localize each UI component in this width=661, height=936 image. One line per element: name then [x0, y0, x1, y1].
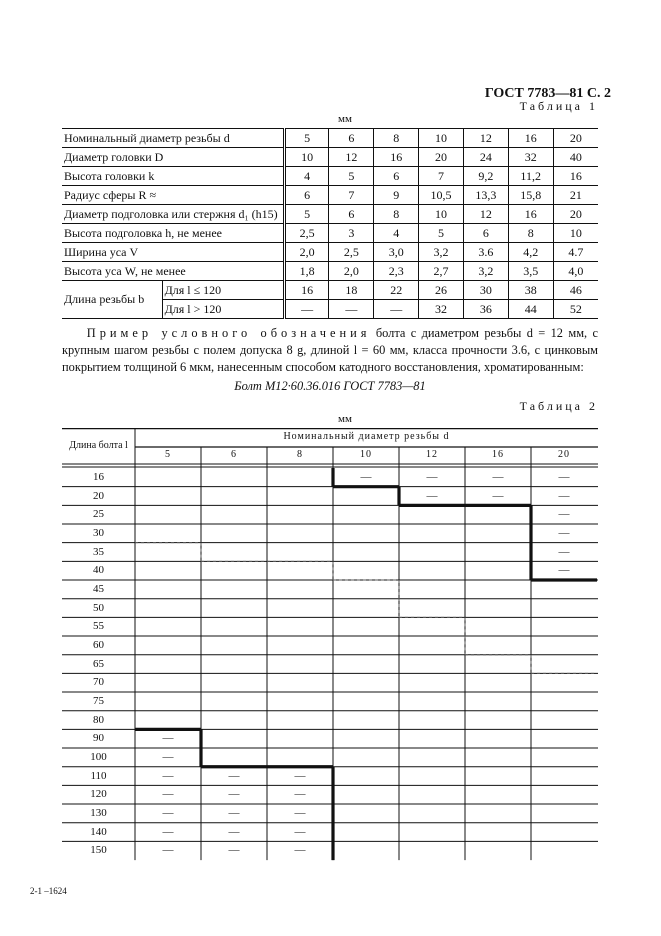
- value-cell: 36: [463, 300, 508, 319]
- value-cell: 10: [553, 224, 598, 243]
- page-header: ГОСТ 7783—81 С. 2: [484, 86, 611, 101]
- value-cell: 6: [284, 186, 329, 205]
- sub-row-label: Для l ≤ 120: [162, 281, 284, 300]
- value-cell: 5: [284, 129, 329, 148]
- unavailable-cell: —: [162, 769, 174, 782]
- value-cell: 12: [463, 129, 508, 148]
- value-cell: 9,2: [463, 167, 508, 186]
- unavailable-cell: —: [360, 471, 372, 483]
- value-cell: 24: [463, 148, 508, 167]
- unavailable-cell: —: [294, 788, 306, 801]
- unavailable-cell: —: [558, 564, 570, 577]
- unavailable-cell: —: [294, 844, 306, 857]
- unavailable-cell: —: [162, 825, 174, 838]
- column-header: 6: [231, 449, 237, 460]
- unavailable-cell: —: [162, 807, 174, 820]
- value-cell: 2,5: [284, 224, 329, 243]
- bolt-length-cell: 65: [93, 657, 104, 670]
- value-cell: 44: [508, 300, 553, 319]
- bolt-length-cell: 20: [93, 489, 104, 502]
- column-header: 10: [360, 449, 372, 460]
- value-cell: 2,5: [329, 243, 374, 262]
- unavailable-cell: —: [558, 527, 570, 539]
- value-cell: 10,5: [419, 186, 464, 205]
- value-cell: 7: [329, 186, 374, 205]
- column-header: 20: [558, 449, 570, 460]
- row-header: Длина болта l: [69, 440, 128, 451]
- value-cell: 32: [508, 148, 553, 167]
- value-cell: —: [374, 300, 419, 319]
- unavailable-cell: —: [162, 788, 174, 801]
- table1-row: [62, 129, 598, 148]
- value-cell: 13,3: [463, 186, 508, 205]
- example-lead: Пример условного обозначения: [86, 326, 371, 340]
- bolt-length-cell: 70: [93, 676, 104, 689]
- bolt-length-cell: 110: [90, 769, 107, 782]
- value-cell: 20: [553, 129, 598, 148]
- value-cell: 8: [374, 129, 419, 148]
- page-footer-code: 2-1 –1624: [30, 886, 67, 897]
- bolt-length-cell: 130: [90, 807, 107, 820]
- sub-row-label: Для l > 120: [162, 300, 284, 319]
- value-cell: 5: [329, 167, 374, 186]
- column-group-header: Номинальный диаметр резьбы d: [283, 431, 450, 442]
- row-label: Номинальный диаметр резьбы d: [62, 129, 284, 148]
- value-cell: 7: [419, 167, 464, 186]
- bolt-length-cell: 90: [93, 732, 104, 745]
- unavailable-cell: —: [558, 489, 570, 502]
- value-cell: 22: [374, 281, 419, 300]
- value-cell: 5: [284, 205, 329, 224]
- table1: [62, 128, 598, 319]
- unavailable-cell: —: [492, 471, 504, 483]
- table1-row: [62, 186, 598, 205]
- value-cell: 3,2: [419, 243, 464, 262]
- value-cell: 10: [419, 205, 464, 224]
- unavailable-cell: —: [228, 788, 240, 801]
- value-cell: 3,2: [463, 262, 508, 281]
- table2-caption: Таблица 2: [519, 399, 598, 413]
- value-cell: 4: [374, 224, 419, 243]
- value-cell: 6: [463, 224, 508, 243]
- value-cell: 5: [419, 224, 464, 243]
- value-cell: 12: [463, 205, 508, 224]
- table1-row: [62, 262, 598, 281]
- value-cell: 38: [508, 281, 553, 300]
- table1-row: [62, 281, 598, 300]
- row-label: Диаметр подголовка или стержня d₁ (h15): [62, 205, 284, 224]
- bolt-length-cell: 50: [93, 601, 104, 614]
- bolt-length-cell: 75: [93, 695, 104, 708]
- bolt-length-cell: 60: [93, 639, 104, 652]
- column-header: 8: [297, 449, 303, 460]
- value-cell: 3: [329, 224, 374, 243]
- table1-caption: Таблица 1: [519, 99, 598, 113]
- value-cell: 3,0: [374, 243, 419, 262]
- value-cell: 18: [329, 281, 374, 300]
- example-designation: Болт М12·60.36.016 ГОСТ 7783—81: [234, 379, 426, 393]
- example-paragraph: [62, 325, 598, 376]
- value-cell: 40: [553, 148, 598, 167]
- bolt-length-cell: 30: [93, 527, 104, 539]
- bolt-length-cell: 55: [93, 620, 104, 633]
- bolt-length-cell: 16: [93, 471, 104, 483]
- bolt-length-cell: 80: [93, 713, 104, 726]
- unavailable-cell: —: [228, 844, 240, 857]
- unavailable-cell: —: [294, 807, 306, 820]
- column-header: 16: [492, 449, 504, 460]
- value-cell: 15,8: [508, 186, 553, 205]
- value-cell: 2,0: [329, 262, 374, 281]
- unavailable-cell: —: [426, 471, 438, 483]
- value-cell: 3.6: [463, 243, 508, 262]
- value-cell: 12: [329, 148, 374, 167]
- unavailable-cell: —: [558, 471, 570, 483]
- unavailable-cell: —: [558, 508, 570, 521]
- value-cell: 26: [419, 281, 464, 300]
- column-header: 5: [165, 449, 171, 460]
- value-cell: 16: [553, 167, 598, 186]
- value-cell: 2,7: [419, 262, 464, 281]
- unavailable-cell: —: [228, 807, 240, 820]
- value-cell: 32: [419, 300, 464, 319]
- value-cell: 4: [284, 167, 329, 186]
- row-label: Высота уса W, не менее: [62, 262, 284, 281]
- unavailable-cell: —: [162, 844, 174, 857]
- value-cell: 30: [463, 281, 508, 300]
- unavailable-cell: —: [162, 732, 174, 745]
- value-cell: —: [329, 300, 374, 319]
- bolt-length-cell: 40: [93, 564, 104, 577]
- row-label: Ширина уса V: [62, 243, 284, 262]
- bolt-length-cell: 45: [93, 583, 104, 596]
- value-cell: 3,5: [508, 262, 553, 281]
- row-label: Радиус сферы R ≈: [62, 186, 284, 205]
- unavailable-cell: —: [558, 545, 570, 558]
- unavailable-cell: —: [228, 769, 240, 782]
- bolt-length-cell: 140: [90, 825, 107, 838]
- value-cell: 6: [374, 167, 419, 186]
- value-cell: —: [284, 300, 329, 319]
- table2-unit: мм: [338, 413, 352, 425]
- value-cell: 20: [419, 148, 464, 167]
- bolt-length-cell: 35: [93, 545, 104, 558]
- value-cell: 16: [374, 148, 419, 167]
- table1-row: [62, 243, 598, 262]
- bolt-length-cell: 100: [90, 751, 107, 764]
- example-text: болта с диаметром резьбы d = 12 мм, с крупным шагом резьбы с полем допуска 8 g, длиной l = 60 мм, класса прочности 3.6, с цинковым покрытием толщиной 6 мкм, нанесенным способом катодного восстановления, хроматированным:: [62, 326, 598, 374]
- row-label: Длина резьбы b: [62, 281, 162, 319]
- value-cell: 20: [553, 205, 598, 224]
- value-cell: 52: [553, 300, 598, 319]
- row-label: Диаметр головки D: [62, 148, 284, 167]
- value-cell: 2,0: [284, 243, 329, 262]
- row-label: Высота головки k: [62, 167, 284, 186]
- value-cell: 16: [508, 129, 553, 148]
- value-cell: 1,8: [284, 262, 329, 281]
- value-cell: 16: [508, 205, 553, 224]
- value-cell: 6: [329, 129, 374, 148]
- unavailable-cell: —: [162, 751, 174, 764]
- table1-row: [62, 148, 598, 167]
- unavailable-cell: —: [228, 825, 240, 838]
- table1-row: [62, 167, 598, 186]
- unavailable-cell: —: [294, 825, 306, 838]
- value-cell: 4.7: [553, 243, 598, 262]
- table1-row: [62, 224, 598, 243]
- table1-row: [62, 205, 598, 224]
- value-cell: 9: [374, 186, 419, 205]
- column-header: 12: [426, 449, 438, 460]
- value-cell: 21: [553, 186, 598, 205]
- bolt-length-cell: 120: [90, 788, 107, 801]
- bolt-length-cell: 150: [90, 844, 107, 857]
- value-cell: 8: [374, 205, 419, 224]
- value-cell: 8: [508, 224, 553, 243]
- bolt-length-cell: 25: [93, 508, 104, 521]
- unavailable-cell: —: [294, 769, 306, 782]
- unavailable-cell: —: [492, 489, 504, 502]
- row-label: Высота подголовка h, не менее: [62, 224, 284, 243]
- value-cell: 11,2: [508, 167, 553, 186]
- table2: [0, 428, 661, 862]
- value-cell: 4,0: [553, 262, 598, 281]
- unavailable-cell: —: [426, 489, 438, 502]
- value-cell: 6: [329, 205, 374, 224]
- page-body: [30, 99, 598, 897]
- value-cell: 10: [284, 148, 329, 167]
- value-cell: 2,3: [374, 262, 419, 281]
- value-cell: 46: [553, 281, 598, 300]
- value-cell: 4,2: [508, 243, 553, 262]
- value-cell: 16: [284, 281, 329, 300]
- table1-unit: мм: [338, 113, 352, 125]
- value-cell: 10: [419, 129, 464, 148]
